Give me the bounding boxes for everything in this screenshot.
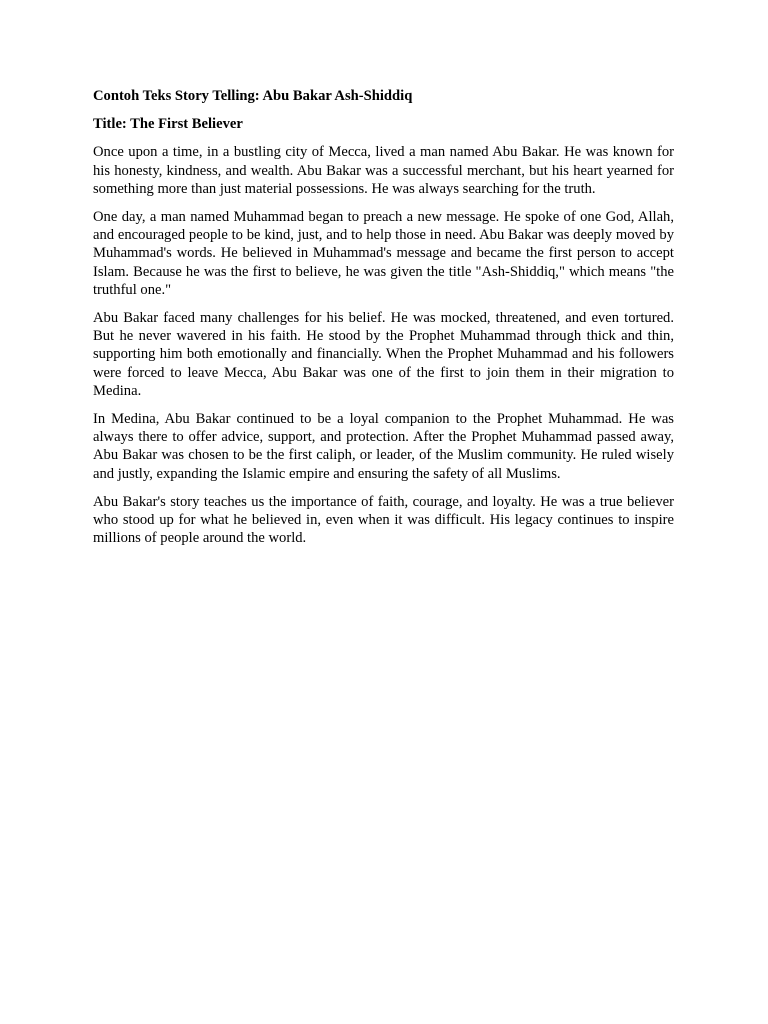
paragraph-1: Once upon a time, in a bustling city of Mecca, lived a man named Abu Bakar. He was known for his honesty, kindness, and wealth. Abu Bakar was a successful merchant, but his heart yearned for something more than just material possessions. He was always searching for the truth.: [93, 144, 674, 197]
document-heading: Contoh Teks Story Telling: Abu Bakar Ash-Shiddiq: [93, 88, 413, 104]
paragraph-2: One day, a man named Muhammad began to preach a new message. He spoke of one God, Allah, and encouraged people to be kind, just, and to help those in need. Abu Bakar was deeply moved by Muhammad's words. He believed in Muhammad's message and became the first person to accept Islam. Because he was the first to believe, he was given the title "Ash-Shiddiq," which means "the truthful one.": [93, 209, 674, 298]
paragraph-5: Abu Bakar's story teaches us the importance of faith, courage, and loyalty. He was a true believer who stood up for what he believed in, even when it was difficult. His legacy continues to inspire millions of people around the world.: [93, 493, 674, 547]
story-title: Title: The First Believer: [93, 116, 243, 133]
paragraph-4: In Medina, Abu Bakar continued to be a loyal companion to the Prophet Muhammad. He was always there to offer advice, support, and protection. After the Prophet Muhammad passed away, Abu Bakar was chosen to be the first caliph, or leader, of the Muslim community. He ruled wisely and justly, expanding the Islamic empire and ensuring the safety of all Muslims.: [93, 411, 674, 482]
document-page: [93, 87, 674, 557]
paragraph-3: Abu Bakar faced many challenges for his belief. He was mocked, threatened, and even tortured. But he never wavered in his faith. He stood by the Prophet Muhammad through thick and thin, supporting him both emotionally and financially. When the Prophet Muhammad and his followers were forced to leave Mecca, Abu Bakar was one of the first to join them in their migration to Medina.: [93, 310, 674, 399]
